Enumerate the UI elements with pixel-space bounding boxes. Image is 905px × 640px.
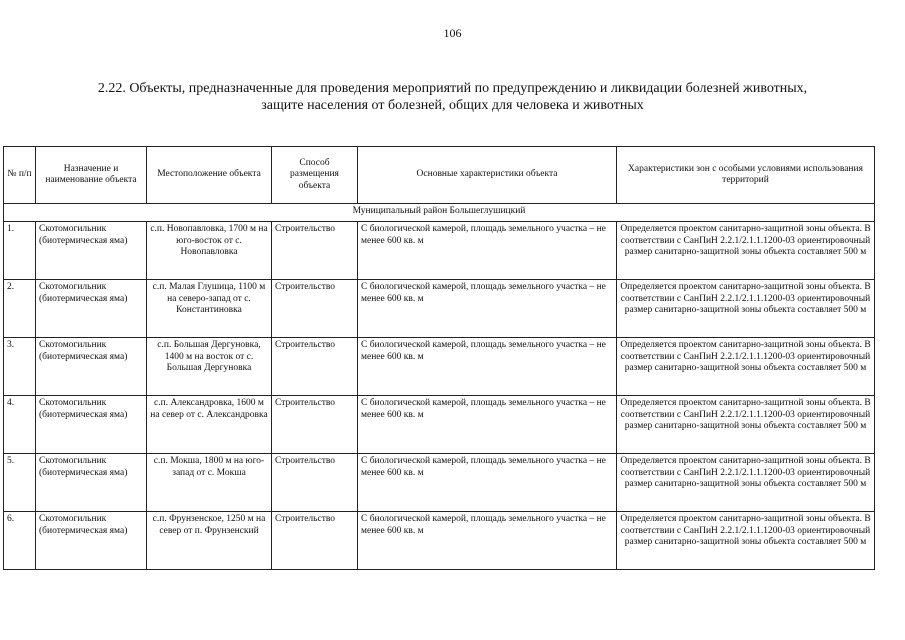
row-name: Скотомогильник (биотермическая яма) — [36, 280, 147, 338]
objects-table — [3, 146, 875, 570]
row-name: Скотомогильник (биотермическая яма) — [36, 396, 147, 454]
row-location: с.п. Малая Глушица, 1100 м на северо-запад от с. Константиновка — [147, 280, 272, 338]
row-num: 3. — [4, 338, 36, 396]
row-name: Скотомогильник (биотермическая яма) — [36, 512, 147, 570]
row-location: с.п. Новопавловка, 1700 м на юго-восток от с. Новопавловка — [147, 222, 272, 280]
row-characteristics: С биологической камерой, площадь земельного участка – не менее 600 кв. м — [358, 280, 617, 338]
page-title — [30, 80, 875, 114]
row-method: Строительство — [272, 396, 358, 454]
row-method: Строительство — [272, 454, 358, 512]
table-row — [4, 222, 875, 280]
row-num: 4. — [4, 396, 36, 454]
row-zones: Определяется проектом санитарно-защитной зоны объекта. В соответствии с СанПиН 2.2.1/2.1.1.1200-03 ориентировочный размер санитарно-защитной зоны объекта составляет 500 м — [617, 280, 875, 338]
header-num: № п/п — [4, 147, 36, 204]
row-characteristics: С биологической камерой, площадь земельного участка – не менее 600 кв. м — [358, 396, 617, 454]
row-name: Скотомогильник (биотермическая яма) — [36, 338, 147, 396]
table-row — [4, 396, 875, 454]
table-row — [4, 338, 875, 396]
row-num: 5. — [4, 454, 36, 512]
row-characteristics: С биологической камерой, площадь земельного участка – не менее 600 кв. м — [358, 454, 617, 512]
row-location: с.п. Большая Дергуновка, 1400 м на восток от с. Большая Дергуновка — [147, 338, 272, 396]
header-method: Способ размещения объекта — [272, 147, 358, 204]
page-title-line-1: 2.22. Объекты, предназначенные для проведения мероприятий по предупреждению и ликвидации болезней животных, — [97, 81, 808, 96]
row-zones: Определяется проектом санитарно-защитной зоны объекта. В соответствии с СанПиН 2.2.1/2.1.1.1200-03 ориентировочный размер санитарно-защитной зоны объекта составляет 500 м — [617, 454, 875, 512]
row-characteristics: С биологической камерой, площадь земельного участка – не менее 600 кв. м — [358, 512, 617, 570]
header-characteristics: Основные характеристики объекта — [358, 147, 617, 204]
district-name: Муниципальный район Большеглушицкий — [4, 204, 875, 222]
page-number: 106 — [443, 26, 462, 40]
header-location: Местоположение объекта — [147, 147, 272, 204]
row-name: Скотомогильник (биотермическая яма) — [36, 222, 147, 280]
row-method: Строительство — [272, 338, 358, 396]
row-zones: Определяется проектом санитарно-защитной зоны объекта. В соответствии с СанПиН 2.2.1/2.1.1.1200-03 ориентировочный размер санитарно-защитной зоны объекта составляет 500 м — [617, 338, 875, 396]
row-method: Строительство — [272, 222, 358, 280]
row-name: Скотомогильник (биотермическая яма) — [36, 454, 147, 512]
header-zones: Характеристики зон с особыми условиями использования территорий — [617, 147, 875, 204]
table-row — [4, 512, 875, 570]
row-zones: Определяется проектом санитарно-защитной зоны объекта. В соответствии с СанПиН 2.2.1/2.1.1.1200-03 ориентировочный размер санитарно-защитной зоны объекта составляет 500 м — [617, 222, 875, 280]
page-title-line-2: защите населения от болезней, общих для человека и животных — [261, 98, 644, 113]
row-num: 1. — [4, 222, 36, 280]
table-row — [4, 454, 875, 512]
row-zones: Определяется проектом санитарно-защитной зоны объекта. В соответствии с СанПиН 2.2.1/2.1.1.1200-03 ориентировочный размер санитарно-защитной зоны объекта составляет 500 м — [617, 512, 875, 570]
row-characteristics: С биологической камерой, площадь земельного участка – не менее 600 кв. м — [358, 338, 617, 396]
row-num: 6. — [4, 512, 36, 570]
table-header-row — [4, 147, 875, 204]
row-zones: Определяется проектом санитарно-защитной зоны объекта. В соответствии с СанПиН 2.2.1/2.1.1.1200-03 ориентировочный размер санитарно-защитной зоны объекта составляет 500 м — [617, 396, 875, 454]
table-row — [4, 280, 875, 338]
row-num: 2. — [4, 280, 36, 338]
row-method: Строительство — [272, 512, 358, 570]
row-characteristics: С биологической камерой, площадь земельного участка – не менее 600 кв. м — [358, 222, 617, 280]
row-location: с.п. Александровка, 1600 м на север от с. Александровка — [147, 396, 272, 454]
header-name: Назначение и наименование объекта — [36, 147, 147, 204]
row-location: с.п. Мокша, 1800 м на юго-запад от с. Мокша — [147, 454, 272, 512]
row-location: с.п. Фрунзенское, 1250 м на север от п. Фрунзенский — [147, 512, 272, 570]
row-method: Строительство — [272, 280, 358, 338]
district-row — [4, 204, 875, 222]
